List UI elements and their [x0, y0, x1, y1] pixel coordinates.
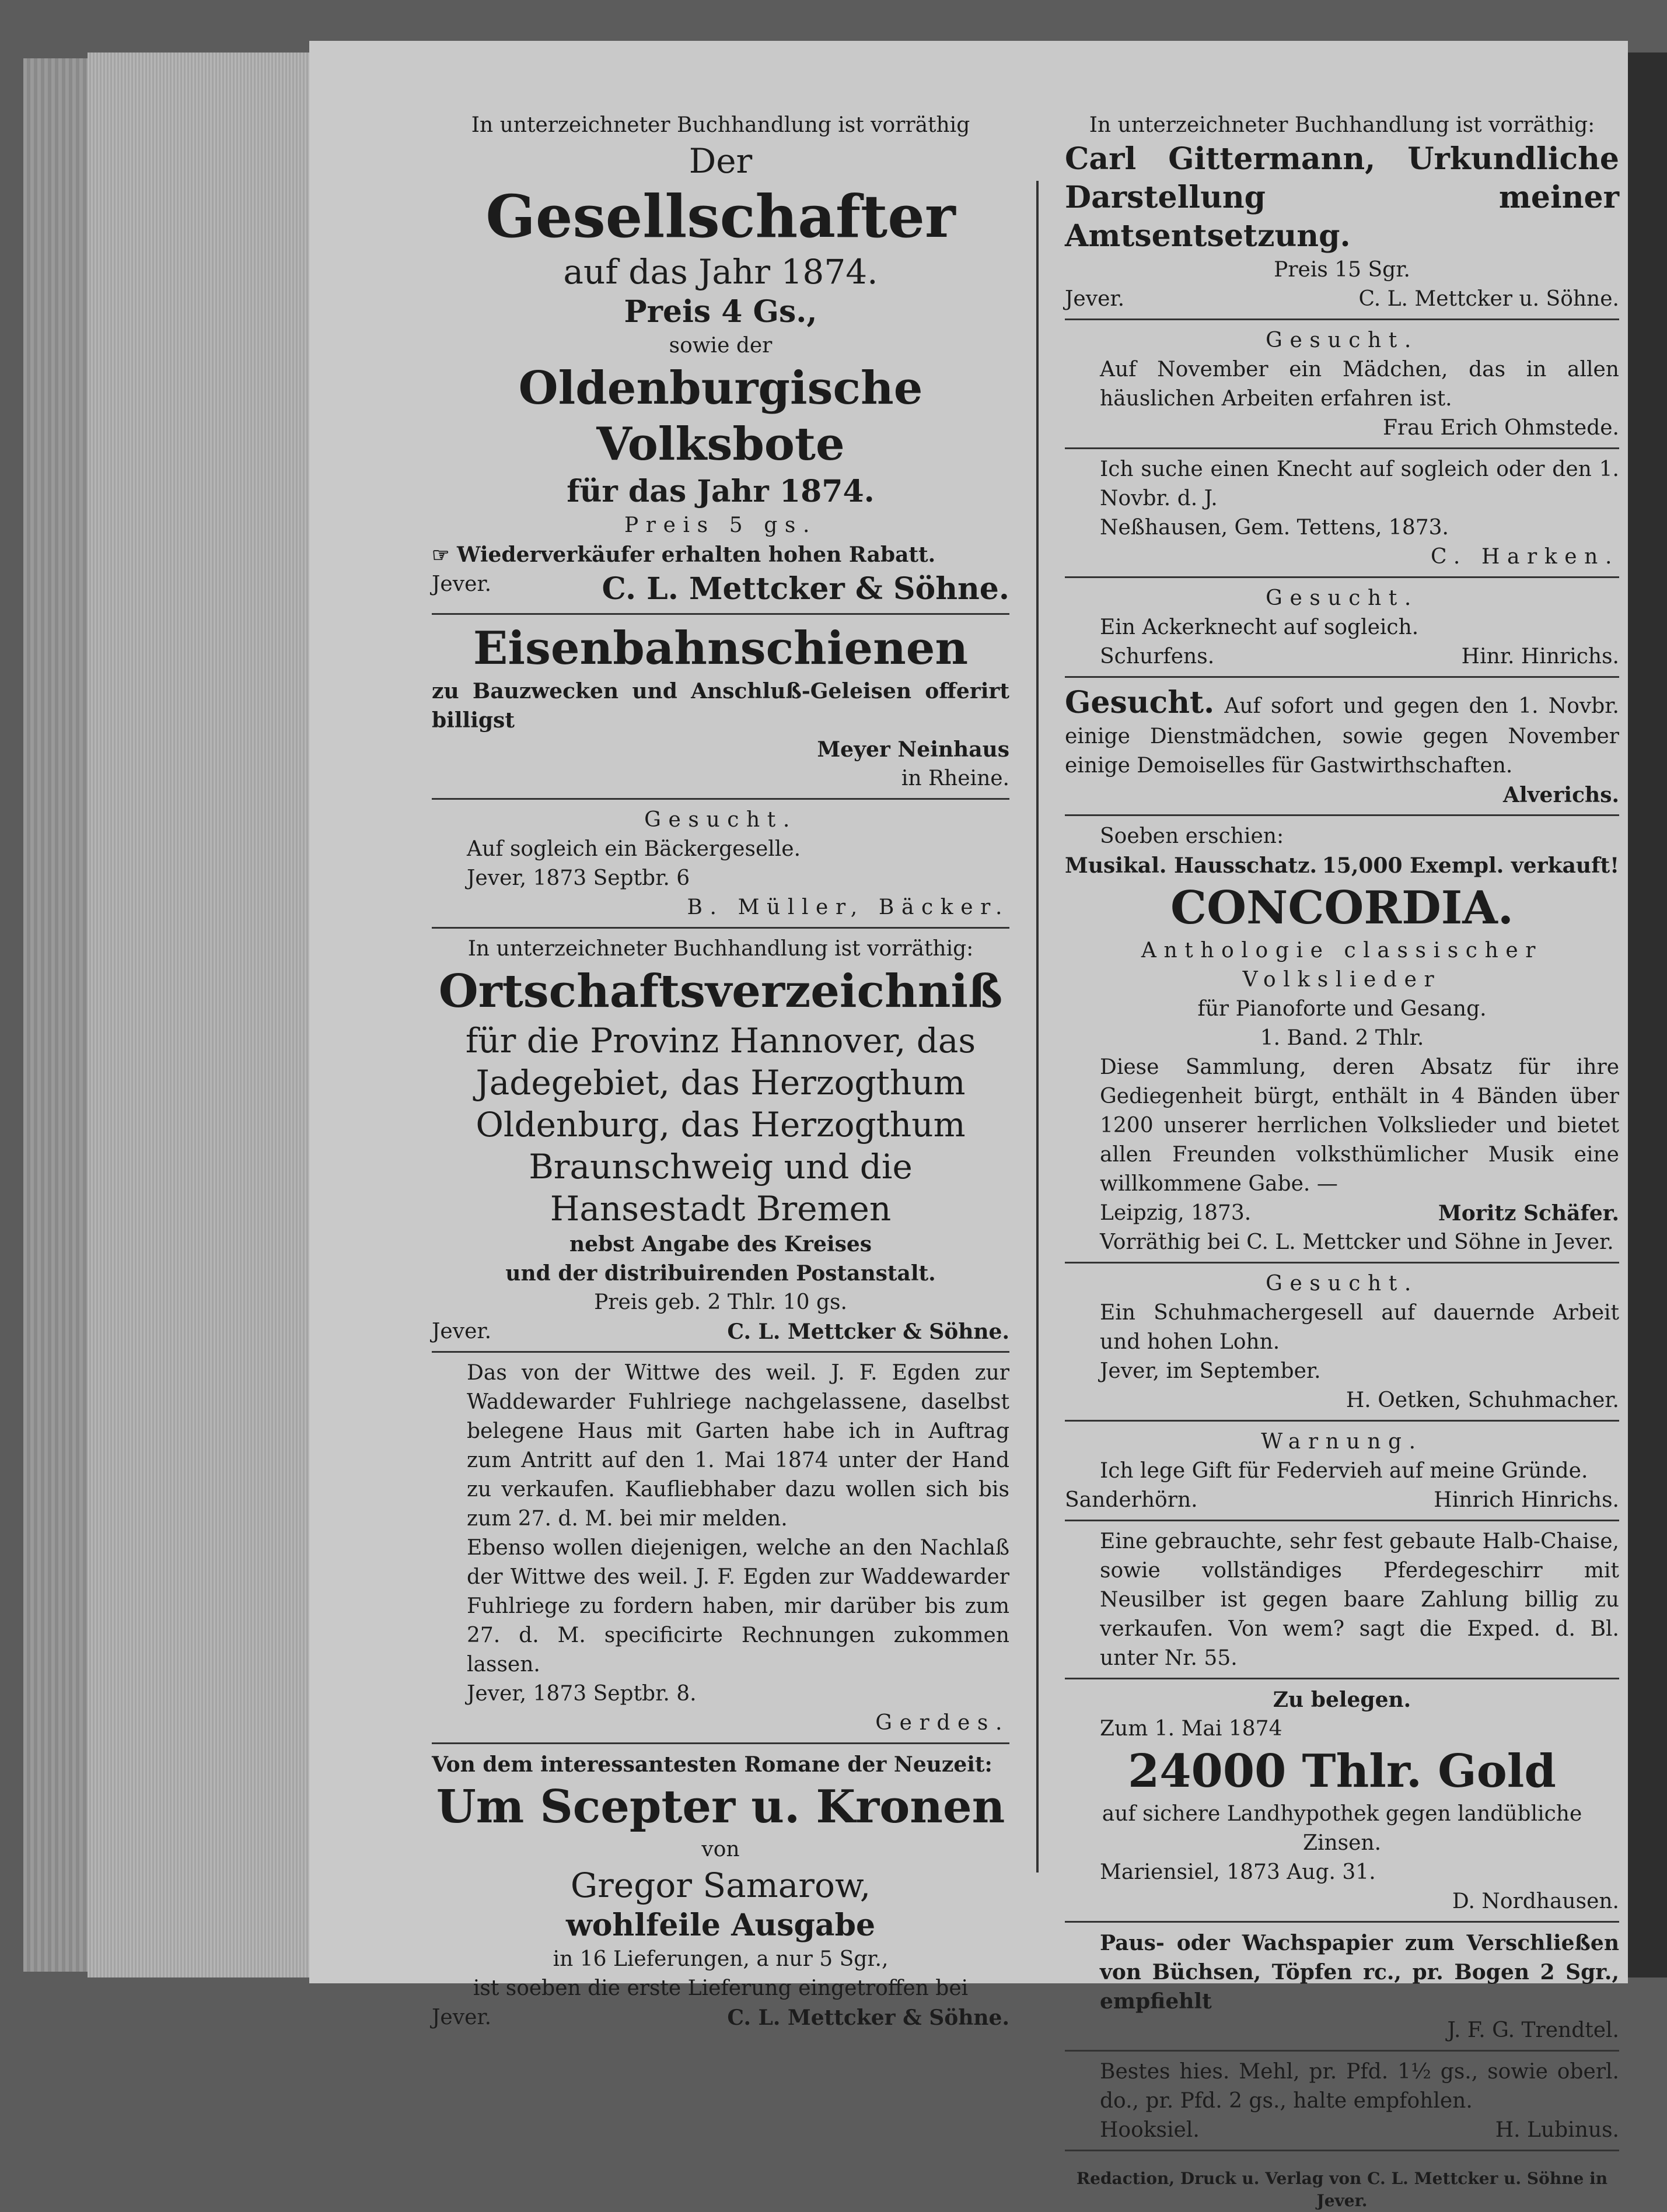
ad-gittermann [1065, 111, 1619, 314]
ad-volume: 1. Band. 2 Thlr. [1260, 1026, 1424, 1050]
ad-sign: Hinrich Hinrichs. [1434, 1488, 1619, 1512]
divider [432, 927, 1009, 929]
ad-body: Paus- oder Wachspapier zum Verschließen von Büchsen, Töpfen rc., pr. Bogen 2 Sgr., empfiehlt [1100, 1931, 1619, 2014]
adjacent-page [1628, 52, 1667, 1978]
ad-title: Ortschaftsverzeichniß [438, 965, 1003, 1018]
ad-head: Gesucht. [1266, 1272, 1418, 1296]
ad-stock: Vorräthig bei C. L. Mettcker und Söhne in Jever. [1100, 1230, 1614, 1254]
ad-sign: Hinr. Hinrichs. [1461, 645, 1619, 668]
ad-title: Gesellschafter [485, 182, 956, 251]
ad-warnung [1065, 1427, 1619, 1515]
ad-place: Mariensiel, 1873 Aug. 31. [1100, 1860, 1376, 1884]
ad-der: Der [689, 141, 753, 181]
ad-gold [1065, 1685, 1619, 1916]
ad-intro: Von dem interessantesten Romane der Neuzeit: [432, 1752, 992, 1777]
ad-intro: In unterzeichneter Buchhandlung ist vorräthig: [467, 937, 974, 961]
ad-intro: In unterzeichneter Buchhandlung ist vorräthig: [1089, 113, 1595, 137]
column-divider [1036, 181, 1039, 1873]
ad-head: Gesucht. [644, 808, 797, 832]
ad-sub-2: für Pianoforte und Gesang. [1197, 997, 1487, 1021]
imprint: Redaction, Druck u. Verlag von C. L. Mettcker u. Söhne in Jever. [1076, 2169, 1608, 2210]
right-column [1065, 111, 1619, 2210]
ad-info-2: ist soeben die erste Lieferung eingetroffen bei [473, 1976, 969, 2000]
ad-year: auf das Jahr 1874. [563, 252, 878, 292]
divider [1065, 2150, 1619, 2151]
divider [1065, 1262, 1619, 1264]
book-spine [23, 58, 88, 1972]
ad-amount: 24000 Thlr. Gold [1128, 1745, 1556, 1798]
ad-place: Sanderhörn. [1065, 1488, 1198, 1512]
ad-egden [432, 1359, 1009, 1738]
ad-price: Preis geb. 2 Thlr. 10 gs. [594, 1290, 847, 1314]
page-edges [88, 52, 309, 1978]
ad-ackerknecht [1065, 584, 1619, 671]
ad-title-2: Oldenburgische Volksbote [518, 362, 923, 471]
ad-place: Jever. [432, 572, 492, 596]
ad-sign: J. F. G. Trendtel. [1447, 2018, 1619, 2042]
ad-place: Neßhausen, Gem. Tettens, 1873. [1100, 516, 1449, 540]
divider [1065, 1678, 1619, 1679]
ad-body: Ich suche einen Knecht auf sogleich oder den 1. Novbr. d. J. [1100, 457, 1619, 510]
ad-price: Preis 15 Sgr. [1274, 258, 1410, 282]
divider [1065, 1921, 1619, 1923]
ad-body: Ich lege Gift für Federvieh auf meine Gründe. [1100, 1459, 1588, 1483]
ad-head: Warnung. [1261, 1430, 1423, 1454]
ad-body: zu Bauzwecken und Anschluß-Geleisen offerirt billigst [432, 679, 1009, 733]
ad-sub: für die Provinz Hannover, das Jadegebiet, das Herzogthum Oldenburg, das Herzogthum Braunschweig und die Hansestadt Bremen [465, 1021, 976, 1228]
ad-info: in 16 Lieferungen, a nur 5 Sgr., [553, 1947, 889, 1971]
divider [1065, 318, 1619, 320]
ad-date: Jever, im September. [1100, 1359, 1321, 1383]
ad-title: Carl Gittermann, Urkundliche Darstellung meiner Amtsentsetzung. [1065, 141, 1619, 254]
ad-firm: C. L. Mettcker & Söhne. [727, 2006, 1009, 2030]
ad-sign: H. Oetken, Schuhmacher. [1346, 1388, 1619, 1412]
ad-sub-2: nebst Angabe des Kreises [569, 1232, 872, 1256]
divider [1065, 2050, 1619, 2052]
ad-head: Gesucht. [1266, 586, 1418, 610]
ad-sign: Frau Erich Ohmstede. [1383, 416, 1619, 440]
ad-place: Leipzig, 1873. [1100, 1201, 1252, 1225]
ad-paragraph-2: Ebenso wollen diejenigen, welche an den Nachlaß der Wittwe des weil. J. F. Egden zur Waddewarder Fuhlriege zu fordern haben, mir darüber bis zum 27. d. M. specificirte Rechnungen zukommen lassen. [467, 1536, 1009, 1676]
ad-firm: C. L. Mettcker u. Söhne. [1358, 287, 1619, 311]
ad-body: Auf November ein Mädchen, das in allen häuslichen Arbeiten erfahren ist. [1100, 358, 1619, 411]
ad-date: Zum 1. Mai 1874 [1100, 1717, 1282, 1741]
ad-schuhmacher [1065, 1269, 1619, 1415]
ad-maedchen [1065, 326, 1619, 443]
ad-body: auf sichere Landhypothek gegen landübliche Zinsen. [1102, 1802, 1582, 1855]
ad-scepter [432, 1750, 1009, 2032]
ad-firm: C. L. Mettcker & Söhne. [602, 571, 1009, 607]
ad-place: Jever. [432, 1320, 492, 1343]
ad-name: Meyer Neinhaus [817, 737, 1009, 762]
ad-sub-3: und der distribuirenden Postanstalt. [505, 1261, 936, 1286]
divider [1065, 1520, 1619, 1521]
ad-note: Wiederverkäufer erhalten hohen Rabatt. [457, 542, 936, 567]
ad-title: Eisenbahnschienen [473, 622, 969, 675]
ad-mehl [1065, 2057, 1619, 2145]
ad-title: Um Scepter u. Kronen [436, 1780, 1005, 1833]
ad-ortschaft [432, 935, 1009, 1346]
ad-date: Jever, 1873 Septbr. 8. [467, 1682, 697, 1706]
ad-year-2: für das Jahr 1874. [567, 474, 875, 509]
pointing-hand-icon: ☞ [432, 544, 450, 567]
divider [1065, 814, 1619, 816]
divider [432, 1351, 1009, 1353]
ad-sign: Alverichs. [1503, 783, 1619, 807]
ad-body: Eine gebrauchte, sehr fest gebaute Halb-Chaise, sowie vollständiges Pferdegeschirr mit Neusilber ist gegen baare Zahlung billig zu verkaufen. Von wem? sagt die Exped. d. Bl. unter Nr. 55. [1100, 1530, 1619, 1670]
ad-von: von [701, 1838, 740, 1861]
ad-intro: In unterzeichneter Buchhandlung ist vorräthig [471, 113, 970, 137]
ad-sign: B. Müller, Bäcker. [687, 895, 1009, 919]
ad-gesellschafter [432, 111, 1009, 608]
ad-firm: C. L. Mettcker & Söhne. [727, 1320, 1009, 1344]
divider [1065, 576, 1619, 578]
divider [1065, 1420, 1619, 1422]
divider [1065, 447, 1619, 449]
ad-body: Ein Ackerknecht auf sogleich. [1100, 615, 1419, 639]
ad-author: Gregor Samarow, [570, 1866, 871, 1905]
ad-sign: D. Nordhausen. [1452, 1889, 1619, 1913]
ad-body: Auf sogleich ein Bäckergeselle. [467, 837, 801, 861]
divider [432, 798, 1009, 800]
ad-paus [1065, 1929, 1619, 2045]
ad-date: Jever, 1873 Septbr. 6 [467, 866, 690, 890]
ad-concordia [1065, 822, 1619, 1257]
ad-place: Hooksiel. [1100, 2118, 1200, 2142]
ad-eisenbahn [432, 621, 1009, 793]
ad-firm: Moritz Schäfer. [1438, 1201, 1619, 1226]
ad-head: Zu belegen. [1273, 1688, 1411, 1712]
ad-place: Jever. [432, 2006, 492, 2029]
ad-body: Diese Sammlung, deren Absatz für ihre Gediegenheit bürgt, enthält in 4 Bänden über 1200 unserer herrlichen Volkslieder und bietet allen Freunden volksthümlicher Musik eine willkommene Gabe. — [1100, 1055, 1619, 1196]
ad-price-2: Preis 5 gs. [624, 513, 817, 537]
divider [1065, 676, 1619, 678]
ad-price: Preis 4 Gs., [624, 294, 817, 330]
ad-sub: Anthologie classischer Volkslieder [1141, 939, 1543, 992]
ad-place: Jever. [1065, 287, 1125, 311]
ad-body: Ein Schuhmachergesell auf dauernde Arbeit und hohen Lohn. [1100, 1301, 1619, 1354]
ad-sign: Gerdes. [875, 1711, 1009, 1735]
ad-sign: H. Lubinus. [1495, 2118, 1619, 2142]
ad-paragraph-1: Das von der Wittwe des weil. J. F. Egden zur Waddewarder Fuhlriege nachgelassene, daselbst belegene Haus mit Garten habe ich in Auftrag zum Antritt auf den 1. Mai 1874 unter der Hand zu verkaufen. Kaufliebhaber dazu wollen sich bis zum 27. d. M. bei mir melden. [467, 1361, 1009, 1531]
ad-knecht [1065, 455, 1619, 572]
ad-body: Bestes hies. Mehl, pr. Pfd. 1½ gs., sowie oberl. do., pr. Pfd. 2 gs., halte empfohlen. [1100, 2060, 1619, 2113]
ad-place: Schurfens. [1100, 645, 1215, 668]
ad-right-text: 15,000 Exempl. verkauft! [1322, 853, 1619, 878]
ad-head: Gesucht. [1266, 328, 1418, 352]
ad-body: Auf sofort und gegen den 1. Novbr. einige Dienstmädchen, sowie gegen November einige Demoiselles für Gastwirthschaften. [1065, 694, 1619, 778]
ad-head: Gesucht. [1065, 685, 1215, 720]
ad-chaise [1065, 1527, 1619, 1673]
ad-edition: wohlfeile Ausgabe [565, 1908, 876, 1943]
divider [432, 613, 1009, 615]
ad-title: CONCORDIA. [1170, 881, 1514, 935]
ad-sowie: sowie der [669, 334, 773, 358]
divider [432, 1742, 1009, 1744]
ad-intro: Soeben erschien: [1100, 824, 1284, 848]
ad-sign: C. Harken. [1431, 545, 1619, 569]
ad-baecker [432, 806, 1009, 922]
ad-left-text: Musikal. Hausschatz. [1065, 853, 1317, 878]
ad-place: in Rheine. [901, 766, 1009, 790]
ad-dienstmaedchen [1065, 684, 1619, 810]
left-column [432, 111, 1009, 2030]
